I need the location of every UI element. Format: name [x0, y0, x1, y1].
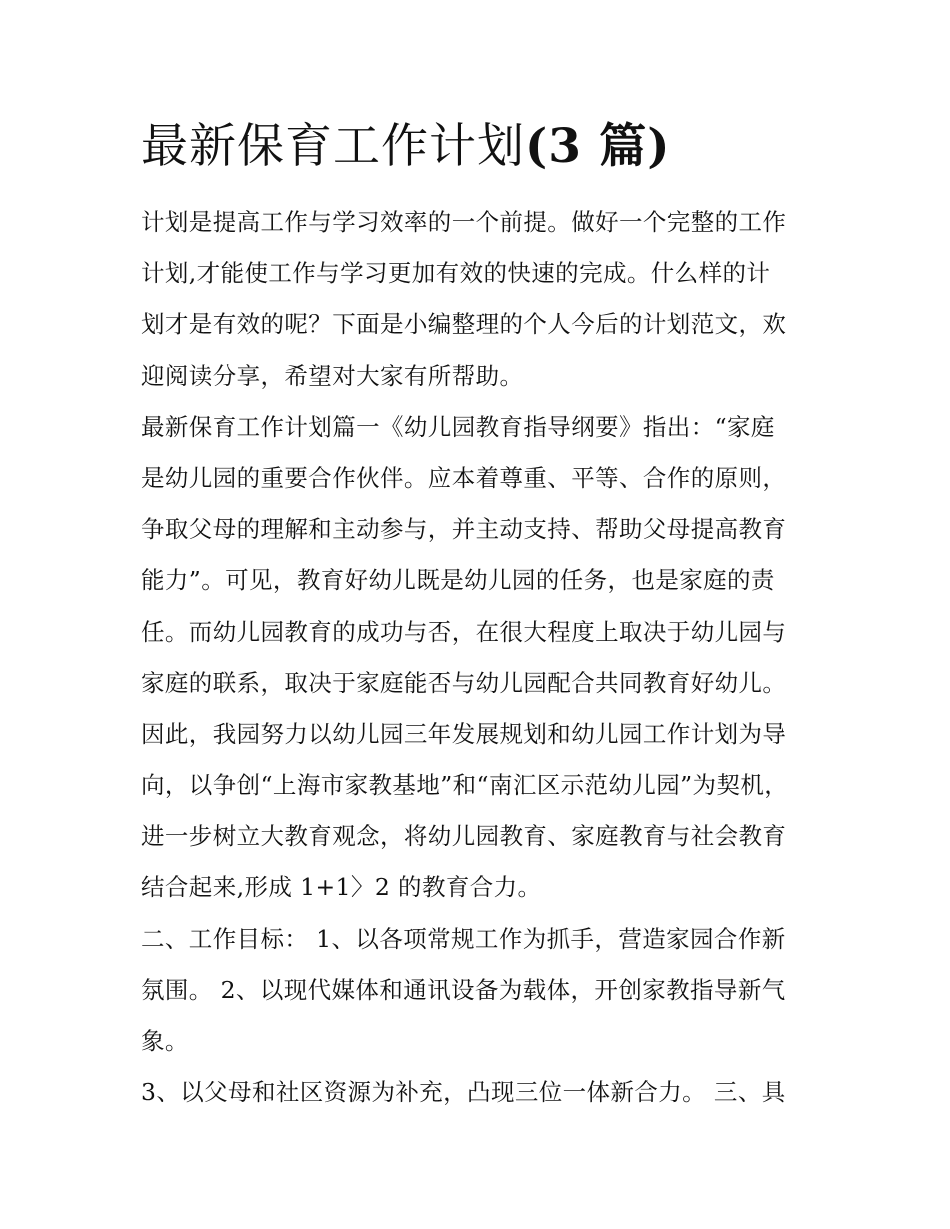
- text-line: 进一步树立大教育观念，将幼儿园教育、家庭教育与社会教育: [141, 822, 787, 851]
- text-line: 象。: [141, 1027, 189, 1055]
- page-title: [141, 114, 671, 180]
- text-line: 是幼儿园的重要合作伙伴。应本着尊重、平等、合作的原则，: [141, 463, 787, 492]
- text-line: 因此，我园努力以幼儿园三年发展规划和幼儿园工作计划为导: [141, 719, 787, 748]
- text-line: 3、以父母和社区资源为补充，凸现三位一体新合力。 三、具: [141, 1078, 786, 1107]
- text-line: 计划是提高工作与学习效率的一个前提。做好一个完整的工作: [141, 208, 787, 236]
- body-text: [141, 197, 813, 1118]
- text-line: 任。而幼儿园教育的成功与否，在很大程度上取决于幼儿园与: [141, 617, 787, 646]
- text-line: 计划,才能使工作与学习更加有效的快速的完成。什么样的计: [141, 259, 771, 288]
- text-line: 划才是有效的呢？下面是小编整理的个人今后的计划范文，欢: [141, 310, 787, 339]
- text-line: 结合起来,形成 1+1〉2 的教育合力。: [141, 873, 542, 902]
- text-line: 争取父母的理解和主动参与，并主动支持、帮助父母提高教育: [141, 515, 787, 544]
- text-line: 氛围。 2、以现代媒体和通讯设备为载体，开创家教指导新气: [141, 975, 786, 1004]
- title-suffix: (3 篇): [525, 119, 671, 174]
- text-line: 能力”。可见，教育好幼儿既是幼儿园的任务，也是家庭的责: [141, 566, 775, 595]
- text-line: 家庭的联系，取决于家庭能否与幼儿园配合共同教育好幼儿。: [141, 668, 787, 697]
- title-main: 最新保育工作计划: [141, 119, 525, 174]
- text-line: 迎阅读分享，希望对大家有所帮助。: [141, 361, 524, 390]
- text-line: 最新保育工作计划篇一《幼儿园教育指导纲要》指出：“家庭: [141, 412, 775, 441]
- text-line: 向，以争创“上海市家教基地”和“南汇区示范幼儿园”为契机，: [141, 771, 789, 800]
- text-line: 二、工作目标： 1、以各项常规工作为抓手，营造家园合作新: [141, 924, 786, 953]
